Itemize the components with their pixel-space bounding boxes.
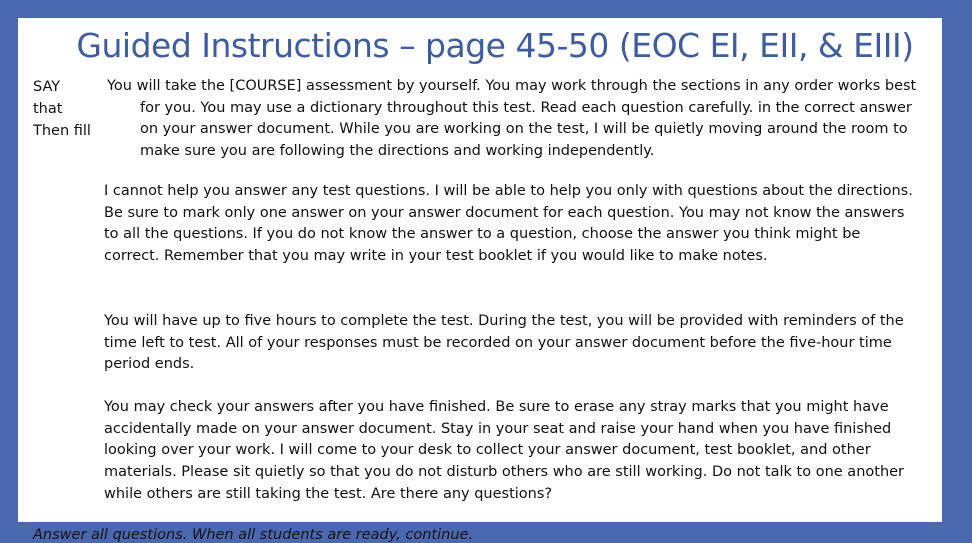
- paragraph-intro-text: You will take the [COURSE] assessment by yourself. You may work through the sections in any order works best for you. You may use a dictionary throughout this test. Read each question carefully. in the correct answer on your answer document. While you are working on the test, I will be quietly moving around the room to make sure you are following the directions and working independently.: [107, 78, 917, 160]
- side-label-then-fill: Then fill: [33, 123, 91, 139]
- paragraph-intro: [107, 76, 930, 163]
- slide: [18, 18, 942, 543]
- footer-note: Answer all questions. When all students are ready, continue.: [33, 527, 474, 543]
- side-label-say: SAY: [33, 79, 61, 95]
- side-label: [33, 76, 91, 142]
- paragraph-check: You may check your answers after you have finished. Be sure to erase any stray marks that you might have accidentally made on your answer document. Stay in your seat and raise your hand when you have finished looking over your work. I will come to your desk to collect your answer document, test booklet, and other materials. Please sit quietly so that you do not disturb others who are still working. Do not talk to one another while others are still taking the test. Are there any questions?: [104, 399, 905, 502]
- paragraph-help: I cannot help you answer any test questions. I will be able to help you only with questions about the directions. Be sure to mark only one answer on your answer document for each question. You may not know the answers to all the questions. If you do not know the answer to a question, choose the answer you think might be correct. Remember that you may write in your test booklet if you would like to make notes.: [104, 183, 913, 265]
- side-label-that: that: [33, 101, 63, 117]
- paragraph-time: You will have up to five hours to complete the test. During the test, you will be provided with reminders of the time left to test. All of your responses must be recorded on your answer document before the five-hour time period ends.: [104, 313, 904, 373]
- slide-title: Guided Instructions – page 45-50 (EOC EI, EII, & EIII): [76, 26, 914, 65]
